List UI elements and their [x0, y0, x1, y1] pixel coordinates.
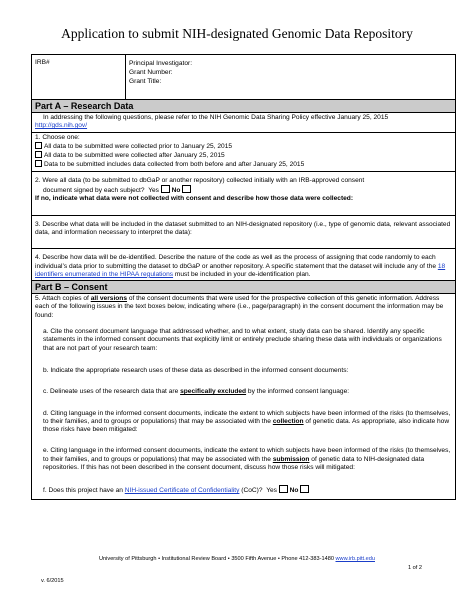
q1-option-2-label: All data to be submitted were collected after January 25, 2015 [44, 152, 225, 160]
q3-answer-area[interactable] [35, 237, 452, 247]
q5d-text [35, 410, 452, 435]
q1-label: 1. Choose one: [35, 133, 80, 141]
q5b-answer-area[interactable] [35, 375, 452, 388]
q5c-after: by the informed consent language: [246, 388, 350, 396]
part-a-intro [32, 113, 455, 133]
irb-website-link[interactable]: www.irb.pitt.edu [335, 556, 375, 562]
q5-text [35, 295, 452, 320]
q5e-after: of genetic data to NIH-designated data repositories. If this has not been described in the consent document, discuss how those risks will mitigated: [43, 455, 425, 472]
q5d-answer-area[interactable] [35, 434, 452, 447]
q4-text-before: 4. Describe how data will be de-identified. Describe the nature of the code as well as the process of assigning that code randomly to each individual’s data prior to submitting the dataset to dbGaP or another repository. A specific statement that the dataset will include any of the [35, 254, 438, 270]
gds-policy-link[interactable]: http://gds.nih.gov/ [35, 122, 88, 130]
question-2 [32, 172, 455, 216]
q1-option-1-checkbox[interactable] [35, 142, 42, 149]
part-a-heading: Part A – Research Data [32, 100, 455, 113]
page-title: Application to submit NIH-designated Genomic Data Repository [61, 26, 413, 41]
irb-number-field[interactable] [32, 55, 126, 99]
q2-yes-checkbox[interactable] [161, 185, 170, 193]
part-b-heading: Part B – Consent [32, 281, 455, 294]
q2-text-line2: document signed by each subject? [43, 187, 145, 195]
q5c-emph: specifically excluded [180, 388, 247, 396]
q1-option-2-checkbox[interactable] [35, 151, 42, 158]
q5f-row [35, 485, 452, 495]
q1-option-3-label: Data to be submitted includes data collected from both before and after January 25, 2015 [44, 161, 305, 169]
question-4 [32, 249, 455, 281]
q5c-answer-area[interactable] [35, 397, 452, 410]
q5b-text: b. Indicate the appropriate research uses of these data as described in the informed consent documents: [43, 366, 349, 374]
application-form [31, 54, 456, 500]
irb-label: IRB# [35, 59, 50, 66]
intro-text: In addressing the following questions, please refer to the NIH Genomic Data Sharing Policy effective January 25, 2015 [43, 114, 389, 121]
investigator-info-field[interactable] [126, 55, 455, 99]
q2-text-line2-row [35, 185, 452, 195]
q5-after: of the consent documents that were used for the prospective collection of this genetic information. Address each of the following issues in the text boxes below, indicating where (i.e., page/paragraph) in the consent document the information may be found: [35, 295, 444, 319]
q1-option-1[interactable] [35, 142, 452, 151]
pi-label: Principal Investigator: [129, 60, 193, 67]
footer-text: University of Pittsburgh • Institutional Review Board • 3500 Fifth Avenue • Phone 412-383-1480 [99, 556, 336, 562]
q5f-no-checkbox[interactable] [300, 485, 309, 493]
footer [0, 556, 474, 562]
q5d-emph: collection [272, 417, 304, 425]
q1-option-3[interactable] [35, 160, 452, 169]
q5f-before: f. Does this project have an [43, 487, 125, 495]
q4-text-after: must be included in your de-identification plan. [173, 270, 311, 278]
q5e-answer-area[interactable] [35, 472, 452, 485]
q5a-answer-area[interactable] [35, 353, 452, 367]
q5-before: 5. Attach copies of [35, 295, 91, 303]
q5f-yes-label: Yes [266, 487, 277, 495]
q3-text: 3. Describe what data will be included in the dataset submitted to an NIH-designated repository (i.e., type of genomic data, relevant associated data, and information necessary to interpret the data): [35, 220, 451, 236]
question-3 [32, 216, 455, 250]
q4-text [35, 254, 452, 279]
q5c-before: c. Delineate uses of the research data that are [43, 388, 181, 396]
header-row [32, 55, 455, 100]
q5c-text [35, 388, 452, 396]
page-number: 1 of 2 [408, 565, 422, 571]
q1-option-3-checkbox[interactable] [35, 160, 42, 167]
grant-title-label: Grant Title: [129, 78, 162, 85]
q5f-after: (CoC)? [239, 487, 263, 495]
question-5 [32, 294, 455, 499]
q5a-text: a. Cite the consent document language that addressed whether, and to what extent, study data can be shared. Identify any specific statements in the informed consent documents that explicitly limit or entirely preclude sharing these data with individuals or organizations that are not part of your research team: [43, 328, 442, 352]
q5-emph: all versions [90, 295, 128, 303]
q5e-text [35, 447, 452, 472]
q2-no-checkbox[interactable] [182, 185, 191, 193]
hipaa-identifiers-link[interactable]: 18 identifiers enumerated in the HIPAA regulations [35, 262, 446, 278]
q2-no-label: No [171, 187, 181, 195]
q5e-emph: submission [272, 455, 310, 463]
q2-yes-label: Yes [148, 187, 159, 195]
q1-option-1-label: All data to be submitted were collected prior to January 25, 2015 [44, 142, 233, 150]
question-1 [32, 133, 455, 172]
q2-followup: If no, indicate what data were not collected with consent and describe how those data were collected: [35, 195, 354, 203]
q2-text-line1: 2. Were all data (to be submitted to dbGaP or another repository) collected initially with an IRB-approved consent [35, 176, 365, 184]
q5d-before: d. Citing language in the informed consent documents, indicate the extent to which subjects have been informed of the risks (to themselves, to their families, and to groups or populations) that may be associated with the [43, 409, 451, 425]
version-label: v. 6/2015 [41, 578, 64, 584]
q5d-after: of genetic data. As appropriate, also indicate how those risks have been mitigated: [43, 417, 450, 434]
grant-number-label: Grant Number: [129, 69, 173, 76]
q5f-yes-checkbox[interactable] [279, 485, 288, 493]
q2-answer-area[interactable] [35, 204, 452, 214]
coc-link[interactable]: NIH-issued Certificate of Confidentiality [124, 487, 240, 495]
q5f-no-label: No [289, 487, 299, 495]
q5e-before: e. Citing language in the informed consent documents, indicate the extent to which subjects have been informed of the risks (to themselves, to their families, and to groups or populations) that may be associated with the [43, 447, 451, 463]
q1-option-2[interactable] [35, 151, 452, 160]
